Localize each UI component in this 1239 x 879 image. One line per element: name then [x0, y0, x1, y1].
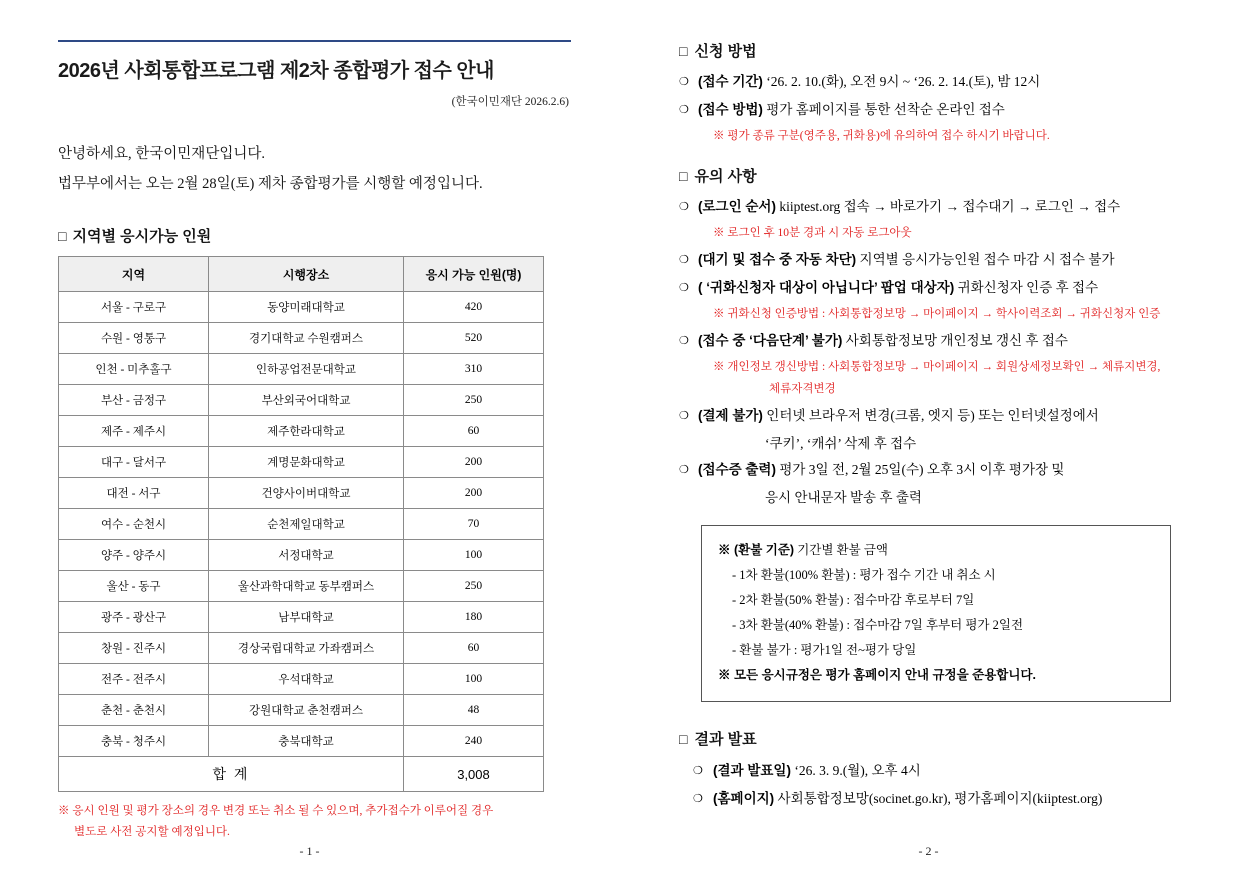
- section-heading-caution-label: 유의 사항: [694, 168, 757, 185]
- circle-bullet-icon: ❍: [693, 765, 703, 777]
- caution-note-personal-info-line-2: 체류자격변경: [769, 383, 836, 395]
- caution-item-auto-block-value: 지역별 응시가능인원 접수 마감 시 접수 불가: [856, 252, 1115, 267]
- cell-region: 춘천 - 춘천시: [59, 695, 209, 726]
- caution-item-auto-block-text: [698, 247, 1198, 273]
- cell-venue: 동양미래대학교: [209, 292, 404, 323]
- caution-item-next-step-label: (접수 중 ‘다음단계’ 불가): [698, 333, 843, 348]
- table-row: [59, 726, 544, 757]
- cell-venue: 충북대학교: [209, 726, 404, 757]
- refund-title-label: ※ (환불 기준): [718, 543, 795, 557]
- caution-item-auto-block-label: (대기 및 접수 중 자동 차단): [698, 252, 857, 267]
- caution-item-auto-block: [679, 247, 1198, 273]
- cell-region: 광주 - 광산구: [59, 602, 209, 633]
- caution-note-naturalization: ※ 귀화신청 인증방법 : 사회통합정보망 → 마이페이지 → 학사이력조회 → 귀화신청자 인증: [713, 308, 1161, 320]
- caution-item-naturalization-popup-text: [698, 275, 1198, 301]
- caution-item-receipt-print-continuation: 응시 안내문자 발송 후 출력: [765, 490, 922, 505]
- cell-venue: 경상국립대학교 가좌캠퍼스: [209, 633, 404, 664]
- table-total-row: [59, 757, 544, 792]
- section-heading-capacity: [58, 225, 571, 246]
- table-row: [59, 447, 544, 478]
- column-header-region: 지역: [59, 257, 209, 292]
- cell-venue: 경기대학교 수원캠퍼스: [209, 323, 404, 354]
- cell-capacity: 250: [404, 385, 544, 416]
- refund-title-text: 기간별 환불 금액: [794, 543, 888, 557]
- circle-bullet-icon: ❍: [679, 104, 689, 116]
- section-heading-result-label: 결과 발표: [694, 731, 757, 748]
- cell-capacity: 200: [404, 478, 544, 509]
- caution-item-receipt-print: [679, 457, 1198, 483]
- table-row: [59, 354, 544, 385]
- table-row: [59, 292, 544, 323]
- refund-line-2: - 2차 환불(50% 환불) : 접수마감 후로부터 7일: [732, 593, 975, 607]
- cell-region: 충북 - 청주시: [59, 726, 209, 757]
- caution-item-receipt-print-text: [698, 457, 1198, 483]
- cell-region: 전주 - 전주시: [59, 664, 209, 695]
- cell-capacity: 60: [404, 633, 544, 664]
- result-item-homepage-value: 사회통합정보망(socinet.go.kr), 평가홈페이지(kiiptest.org): [774, 791, 1103, 806]
- apply-item-period-label: (접수 기간): [698, 74, 763, 89]
- cell-capacity: 420: [404, 292, 544, 323]
- table-row: [59, 323, 544, 354]
- refund-title: [718, 538, 1154, 563]
- cell-region: 부산 - 금정구: [59, 385, 209, 416]
- page-title: 2026년 사회통합프로그램 제2차 종합평가 접수 안내: [58, 60, 494, 82]
- refund-line-1: - 1차 환불(100% 환불) : 평가 접수 기간 내 취소 시: [732, 568, 996, 582]
- caution-item-login-order-text: [698, 194, 1198, 220]
- capacity-table-body: [59, 292, 544, 757]
- cell-capacity: 60: [404, 416, 544, 447]
- caution-item-login-order-label: (로그인 순서): [698, 199, 776, 214]
- caution-item-naturalization-popup-label: ( ‘귀화신청자 대상이 아닙니다’ 팝업 대상자): [698, 280, 955, 295]
- document-page-right: [619, 0, 1238, 879]
- result-item-date-value: ‘26. 3. 9.(월), 오후 4시: [790, 763, 921, 778]
- table-row: [59, 664, 544, 695]
- cell-venue: 남부대학교: [209, 602, 404, 633]
- caution-item-naturalization-popup: [679, 275, 1198, 301]
- caution-item-naturalization-popup-value: 귀화신청자 인증 후 접수: [954, 280, 1099, 295]
- section-heading-result: [679, 728, 1198, 749]
- refund-line-4: - 환불 불가 : 평가1일 전~평가 당일: [732, 643, 917, 657]
- circle-bullet-icon: ❍: [679, 201, 689, 213]
- refund-footer: ※ 모든 응시규정은 평가 홈페이지 안내 규정을 준용합니다.: [718, 668, 1037, 682]
- apply-item-method-text: [698, 97, 1198, 123]
- page-number-left: - 1 -: [299, 844, 320, 858]
- cell-venue: 부산외국어대학교: [209, 385, 404, 416]
- section-heading-apply: [679, 40, 1198, 61]
- column-header-capacity: 응시 가능 인원(명): [404, 257, 544, 292]
- document-page-left: [0, 0, 619, 879]
- cell-venue: 울산과학대학교 동부캠퍼스: [209, 571, 404, 602]
- total-label: 합 계: [59, 757, 404, 792]
- caution-item-payment-value: 인터넷 브라우저 변경(크롬, 엣지 등) 또는 인터넷설정에서: [762, 408, 1099, 423]
- table-row: [59, 509, 544, 540]
- cell-venue: 계명문화대학교: [209, 447, 404, 478]
- table-row: [59, 602, 544, 633]
- cell-capacity: 180: [404, 602, 544, 633]
- circle-bullet-icon: ❍: [679, 76, 689, 88]
- cell-capacity: 200: [404, 447, 544, 478]
- document-source: (한국이민재단 2026.2.6): [451, 96, 569, 108]
- refund-line-3: - 3차 환불(40% 환불) : 접수마감 7일 후부터 평가 2일전: [732, 618, 1024, 632]
- capacity-table: [58, 256, 544, 792]
- section-heading-capacity-label: 지역별 응시가능 인원: [72, 228, 212, 245]
- caution-item-login-order: [679, 194, 1198, 220]
- apply-item-method-label: (접수 방법): [698, 102, 763, 117]
- result-item-homepage-text: [713, 785, 1198, 813]
- circle-bullet-icon: ❍: [693, 793, 703, 805]
- square-bullet-icon: □: [58, 228, 67, 244]
- circle-bullet-icon: ❍: [679, 464, 689, 476]
- caution-item-payment-text: [698, 403, 1198, 429]
- apply-note: ※ 평가 종류 구분(영주용, 귀화용)에 유의하여 접수 하시기 바랍니다.: [713, 130, 1050, 142]
- cell-region: 서울 - 구로구: [59, 292, 209, 323]
- square-bullet-icon: □: [679, 168, 688, 184]
- result-item-date-label: (결과 발표일): [713, 763, 791, 778]
- cell-region: 인천 - 미추홀구: [59, 354, 209, 385]
- cell-region: 울산 - 동구: [59, 571, 209, 602]
- cell-capacity: 48: [404, 695, 544, 726]
- caution-item-next-step: [679, 328, 1198, 354]
- caution-item-next-step-value: 사회통합정보망 개인정보 갱신 후 접수: [842, 333, 1068, 348]
- table-row: [59, 695, 544, 726]
- cell-capacity: 70: [404, 509, 544, 540]
- cell-venue: 서정대학교: [209, 540, 404, 571]
- apply-item-period-text: [698, 69, 1198, 95]
- caution-item-payment: [679, 403, 1198, 429]
- cell-venue: 건양사이버대학교: [209, 478, 404, 509]
- cell-venue: 강원대학교 춘천캠퍼스: [209, 695, 404, 726]
- cell-region: 대전 - 서구: [59, 478, 209, 509]
- apply-item-period-value: ‘26. 2. 10.(화), 오전 9시 ~ ‘26. 2. 14.(토), 밤 12시: [762, 74, 1041, 89]
- cell-capacity: 100: [404, 540, 544, 571]
- result-item-homepage-label: (홈페이지): [713, 791, 775, 806]
- result-item-homepage: [679, 785, 1198, 813]
- cell-region: 제주 - 제주시: [59, 416, 209, 447]
- table-row: [59, 478, 544, 509]
- cell-capacity: 310: [404, 354, 544, 385]
- cell-region: 양주 - 양주시: [59, 540, 209, 571]
- capacity-footnote: [58, 801, 548, 843]
- circle-bullet-icon: ❍: [679, 254, 689, 266]
- caution-item-receipt-print-label: (접수증 출력): [698, 462, 776, 477]
- cell-capacity: 520: [404, 323, 544, 354]
- cell-venue: 제주한라대학교: [209, 416, 404, 447]
- apply-item-method-value: 평가 홈페이지를 통한 선착순 온라인 접수: [762, 102, 1005, 117]
- cell-region: 대구 - 달서구: [59, 447, 209, 478]
- page-number-right: - 2 -: [918, 844, 939, 858]
- caution-item-payment-label: (결제 불가): [698, 408, 763, 423]
- total-value: 3,008: [404, 757, 544, 792]
- caution-note-logout: ※ 로그인 후 10분 경과 시 자동 로그아웃: [713, 227, 912, 239]
- apply-item-method: [679, 97, 1198, 123]
- table-row: [59, 633, 544, 664]
- greeting-line-2: 법무부에서는 오는 2월 28일(토) 제차 종합평가를 시행할 예정입니다.: [58, 176, 483, 192]
- greeting-block: [58, 139, 571, 199]
- caution-note-personal-info: [679, 356, 1198, 400]
- caution-item-payment-continuation: ‘쿠키’, ‘캐쉬’ 삭제 후 접수: [765, 436, 917, 451]
- cell-capacity: 100: [404, 664, 544, 695]
- caution-item-receipt-print-value: 평가 3일 전, 2월 25일(수) 오후 3시 이후 평가장 및: [775, 462, 1065, 477]
- cell-region: 창원 - 진주시: [59, 633, 209, 664]
- circle-bullet-icon: ❍: [679, 282, 689, 294]
- caution-item-login-order-value: kiiptest.org 접속 → 바로가기 → 접수대기 → 로그인 → 접수: [775, 199, 1121, 214]
- cell-region: 수원 - 영통구: [59, 323, 209, 354]
- capacity-footnote-line-1: ※ 응시 인원 및 평가 장소의 경우 변경 또는 취소 될 수 있으며, 추가접수가 이루어질 경우: [58, 805, 494, 817]
- table-row: [59, 416, 544, 447]
- square-bullet-icon: □: [679, 731, 688, 747]
- caution-note-personal-info-line-1: ※ 개인정보 갱신방법 : 사회통합정보망 → 마이페이지 → 회원상세정보확인 → 체류지변경,: [713, 361, 1161, 373]
- table-header-row: [59, 257, 544, 292]
- title-block: [58, 40, 571, 83]
- section-heading-apply-label: 신청 방법: [694, 43, 757, 60]
- cell-region: 여수 - 순천시: [59, 509, 209, 540]
- table-row: [59, 571, 544, 602]
- table-row: [59, 540, 544, 571]
- greeting-line-1: 안녕하세요, 한국이민재단입니다.: [58, 146, 265, 162]
- section-heading-caution: [679, 165, 1198, 186]
- cell-capacity: 240: [404, 726, 544, 757]
- square-bullet-icon: □: [679, 43, 688, 59]
- refund-policy-box: [701, 525, 1171, 702]
- column-header-venue: 시행장소: [209, 257, 404, 292]
- caution-item-next-step-text: [698, 328, 1198, 354]
- circle-bullet-icon: ❍: [679, 410, 689, 422]
- cell-venue: 우석대학교: [209, 664, 404, 695]
- cell-capacity: 250: [404, 571, 544, 602]
- result-item-date: [679, 757, 1198, 785]
- apply-item-period: [679, 69, 1198, 95]
- cell-venue: 순천제일대학교: [209, 509, 404, 540]
- capacity-footnote-line-2: 별도로 사전 공지할 예정입니다.: [74, 826, 230, 838]
- table-row: [59, 385, 544, 416]
- circle-bullet-icon: ❍: [679, 335, 689, 347]
- result-item-date-text: [713, 757, 1198, 785]
- cell-venue: 인하공업전문대학교: [209, 354, 404, 385]
